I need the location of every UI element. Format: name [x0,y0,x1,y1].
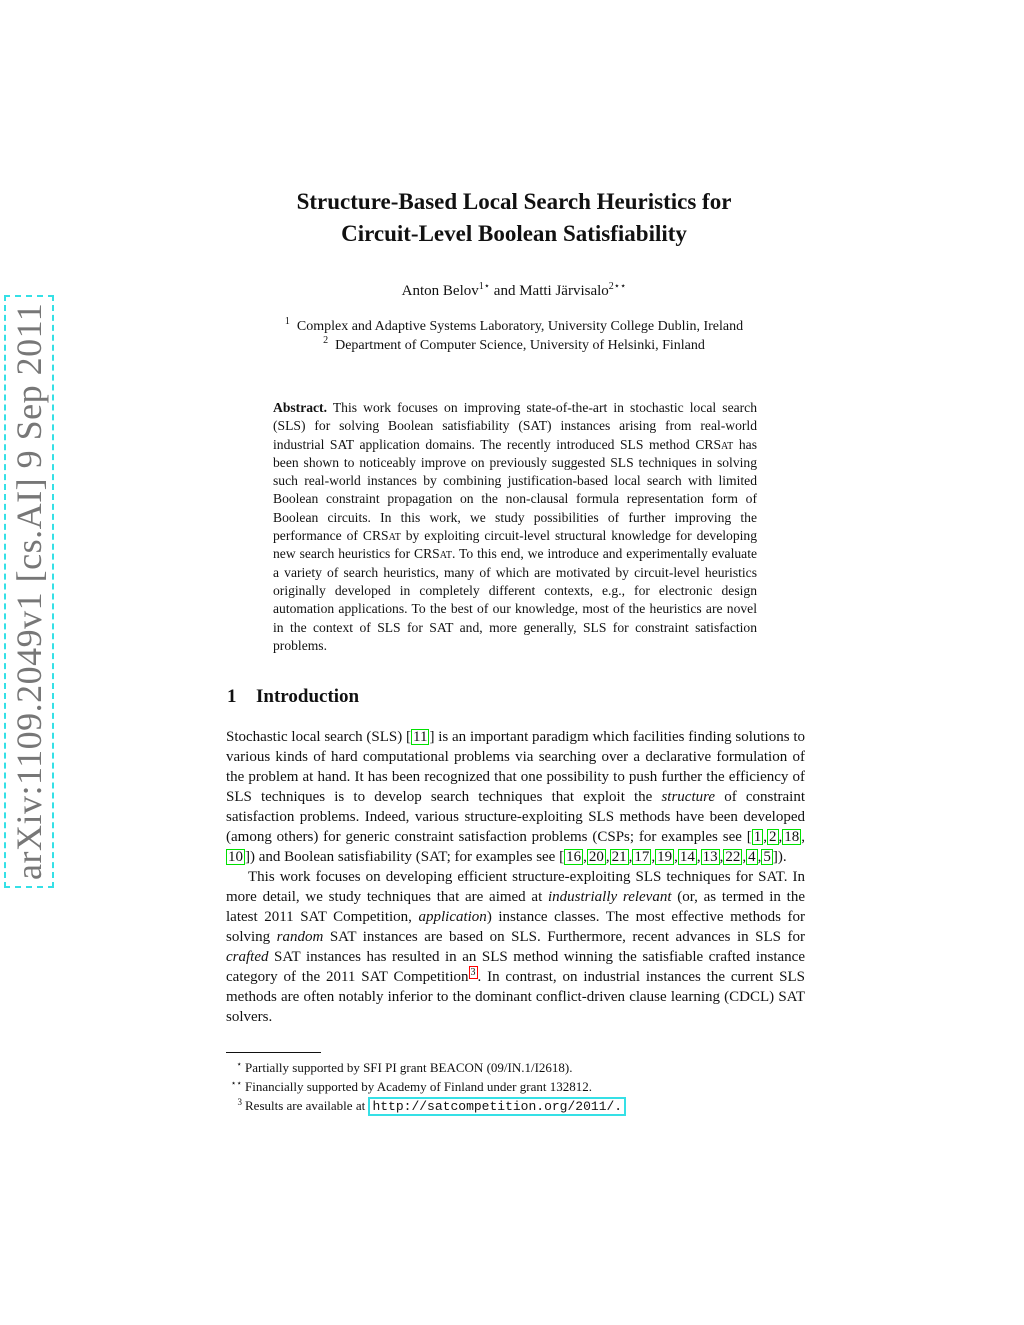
p2-text-6: . In contrast, on industrial instances the current SLS methods are often notably inferior to the dominant conflict-driven clause learning (CDCL) SAT solvers. [226,969,805,1025]
footnote-2-text: Financially supported by Academy of Finland under grant 132812. [245,1079,592,1094]
abstract [273,399,757,655]
author-2: Matti Järvisalo [519,283,609,299]
title-line-1: Structure-Based Local Search Heuristics for [296,189,732,214]
affiliation-1 [224,316,804,335]
affiliation-2-number: 2 [323,335,329,346]
abstract-label: Abstract. [273,400,327,415]
citation-link[interactable]: 1 [753,829,762,845]
author-list [224,283,804,300]
footnotes [226,1058,805,1116]
crsat-term-3: CRSat [414,546,452,562]
results-url-link[interactable]: http://satcompetition.org/2011/. [368,1097,626,1116]
section-number: 1 [227,686,237,707]
p2-text-4: SAT instances are based on SLS. Furthermore, recent advances in SLS for [323,929,805,945]
paragraph-1: Stochastic local search (SLS) [ 11 ] is an important paradigm which facilities finding solutions to various kinds of hard computational problems via searching over a declarative formulation of the problem at hand. It has been recognized that one possibility to push further the efficiency of SLS techniques is to develop search techniques that exploit the structure of constraint satisfaction problems. Indeed, various structure-exploiting SLS methods have been developed (among others) for generic constraint satisfaction problems (CSPs; for examples see [ 1 , 2 , 18 ,10 ]) and Boolean satisfiability (SAT; for examples see [ 16 , 20 , 21 , 17 , 19 , 14 , 13 , 22 , 4 , 5 ]). [226,729,805,865]
p2-emphasis-application: application [418,909,487,925]
affiliation-1-text: Complex and Adaptive Systems Laboratory, University College Dublin, Ireland [296,319,744,334]
abstract-text-3: by exploiting circuit-level structural knowledge for developing new search heuristics for [273,528,757,562]
affiliation-2 [224,335,804,354]
p2-emphasis-industrially-relevant: industrially relevant [548,889,672,905]
crsat-term-2: CRSat [362,528,401,544]
citation-link[interactable]: 11 [413,729,428,745]
footnote-ref-3[interactable]: 3 [470,967,476,978]
title-line-2: Circuit-Level Boolean Satisfiability [341,221,687,246]
p1-text-2: ] is an important paradigm which facilities finding solutions to various kinds of hard computational problems via searching over a declarative formulation of the problem at hand. It has been recognized that one possibility to push further the efficiency of SLS techniques is to develop search techniques that exploit the [226,729,805,805]
introduction-body [226,727,805,1027]
p1-text-3: of constraint satisfaction problems. Indeed, various structure-exploiting SLS methods have been developed (among others) for generic constraint satisfaction problems (CSPs; for examples see [ [226,789,805,845]
paragraph-2 [226,867,805,1027]
citation-link[interactable]: 18 [784,829,800,845]
p2-text-1: This work focuses on developing efficient structure-exploiting SLS techniques for SAT. In more detail, we study techniques that are aimed at [226,869,805,905]
affiliation-1-number: 1 [284,316,290,327]
p2-emphasis-random: random [276,929,324,945]
author-1-mark: 1⋆ [478,281,491,292]
p1-text-5: ]). [772,849,787,865]
abstract-text-2: has been shown to noticeably improve on previously suggested SLS techniques in solving such real-world instances by combining justification-based local search with limited Boolean constraint propagation on the non-clausal formula representation form of Boolean circuits. In this work, we study possibilities of further improving the performance of [273,436,757,544]
section-heading-introduction [227,686,359,708]
citation-link[interactable]: 19 [657,849,673,865]
citation-link[interactable]: 20 [588,849,604,865]
citation-link[interactable]: 2 [769,829,777,845]
p1-text-4: ]) and Boolean satisfiability (SAT; for examples see [ [245,849,565,865]
footnote-3: 3 Results are available at http://satcompetition.org/2011/. [226,1096,805,1116]
crsat-term-1: CRSat [695,436,734,452]
abstract-text-1: This work focuses on improving state-of-the-art in stochastic local search (SLS) for solving Boolean satisfiability (SAT) instances arising from real-world industrial SAT application domains. The recently introduced SLS method [273,400,757,452]
author-2-mark: 2⋆⋆ [608,281,627,292]
author-connector: and [490,283,520,299]
section-title: Introduction [256,686,360,707]
p2-text-3: ) instance classes. The most effective methods for solving [226,909,805,945]
p2-text-2: (or, as termed in the latest 2011 SAT Competition, [226,889,806,925]
footnote-divider [226,1052,321,1053]
citation-link[interactable]: 5 [763,849,771,865]
citation-link[interactable]: 21 [611,849,627,865]
citation-link[interactable]: 10 [228,849,243,865]
footnote-1-text: Partially supported by SFI PI grant BEACON (09/IN.1/I2618). [245,1060,573,1075]
p1-text-1: Stochastic local search (SLS) [ [226,729,412,745]
p1-emphasis-structure: structure [661,789,716,805]
citation-link[interactable]: 4 [748,849,756,865]
paper-title [224,186,804,250]
citation-link[interactable]: 13 [702,849,718,865]
p2-emphasis-crafted: crafted [226,949,269,965]
citation-link[interactable]: 17 [634,849,650,865]
citation-link[interactable]: 16 [566,849,582,865]
citation-link[interactable]: 14 [679,849,695,865]
arxiv-identifier[interactable]: arXiv:1109.2049v1 [cs.AI] 9 Sep 2011 [4,295,54,888]
author-1: Anton Belov [401,283,479,299]
footnote-2: ⋆⋆ Financially supported by Academy of Finland under grant 132812. [230,1078,592,1094]
abstract-text-4: . To this end, we introduce and experimentally evaluate a variety of search heuristics, many of which are motivated by circuit-level heuristics originally developed in completely different contexts, e.g., for electronic design automation applications. To the best of our knowledge, most of the heuristics are novel in the context of SLS for SAT and, more generally, SLS for constraint satisfaction problems. [273,546,758,653]
affiliation-2-text: Department of Computer Science, University of Helsinki, Finland [335,338,705,353]
citation-link[interactable]: 22 [725,849,741,865]
footnote-1: ⋆ Partially supported by SFI PI grant BEACON (09/IN.1/I2618). [236,1059,573,1075]
footnote-3-text: Results are available at [245,1098,369,1113]
p2-text-5: SAT instances has resulted in an SLS method winning the satisfiable crafted instance category of the 2011 SAT Competition [226,949,805,985]
